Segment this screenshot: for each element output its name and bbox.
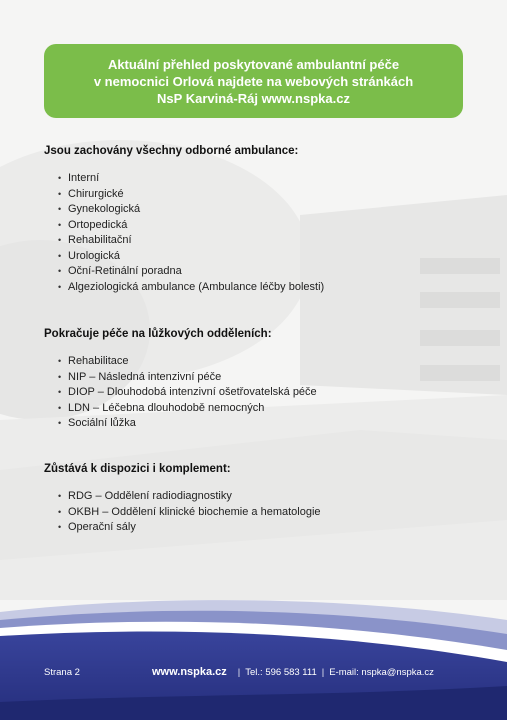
section-heading: Pokračuje péče na lůžkových odděleních: [44,328,272,340]
section-complement [44,463,464,536]
list-item: • DIOP – Dlouhodobá intenzivní ošetřovatelská péče [58,385,464,401]
list-item: • Operační sály [58,520,464,536]
list-item: • Gynekologická [58,202,464,218]
banner-line-1: Aktuální přehled poskytované ambulantní péče [107,56,400,72]
list-item: • Interní [58,171,464,187]
separator: | [321,666,325,678]
info-banner [44,44,463,118]
footer [44,665,474,679]
section-heading: Jsou zachovány všechny odborné ambulance: [44,145,299,157]
section-heading: Zůstává k dispozici i komplement: [44,463,231,475]
list-item: • Algeziologická ambulance (Ambulance léčby bolesti) [58,280,464,296]
list-item: • Oční-Retinální poradna [58,264,464,280]
list-item: • Sociální lůžka [58,416,464,432]
bullet-list [44,171,464,295]
website-link[interactable]: www.nspka.cz [152,666,227,678]
list-item: • Chirurgické [58,187,464,203]
list-item: • RDG – Oddělení radiodiagnostiky [58,489,464,505]
list-item: • Ortopedická [58,218,464,234]
list-item: • NIP – Následná intenzivní péče [58,370,464,386]
email-address[interactable]: E-mail: nspka@nspka.cz [329,666,434,678]
section-inpatient [44,328,464,432]
banner-line-3: NsP Karviná-Ráj www.nspka.cz [157,90,350,106]
list-item: • OKBH – Oddělení klinické biochemie a hematologie [58,505,464,521]
list-item: • Rehabilitace [58,354,464,370]
phone-number: Tel.: 596 583 111 [245,666,317,678]
list-item: • Urologická [58,249,464,265]
footer-wave [0,590,507,720]
bullet-list [44,489,464,536]
list-item: • Rehabilitační [58,233,464,249]
separator: | [237,666,241,678]
section-ambulance [44,145,464,295]
bullet-list [44,354,464,432]
list-item: • LDN – Léčebna dlouhodobě nemocných [58,401,464,417]
page-number: Strana 2 [44,666,80,678]
banner-line-2: v nemocnici Orlová najdete na webových stránkách [93,73,414,89]
